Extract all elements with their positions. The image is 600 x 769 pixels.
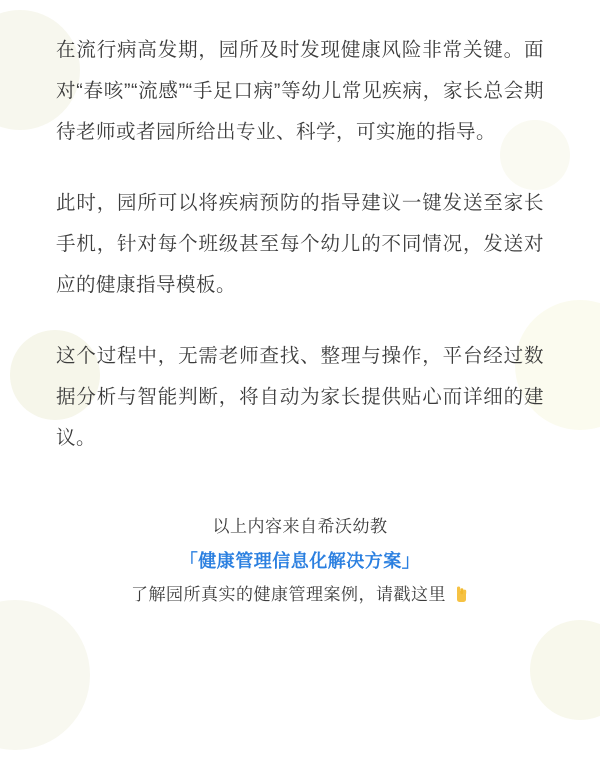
pointing-hand-icon <box>454 585 469 605</box>
article-footer <box>0 511 600 611</box>
paragraph: 在流行病高发期，园所及时发现健康风险非常关键。面对“春咳”“流感”“手足口病”等幼儿常见疾病，家长总会期待老师或者园所给出专业、科学，可实施的指导。 <box>56 39 544 143</box>
decorative-blob <box>0 600 90 750</box>
paragraph: 此时，园所可以将疾病预防的指导建议一键发送至家长手机，针对每个班级甚至每个幼儿的不同情况，发送对应的健康指导模板。 <box>56 192 544 296</box>
decorative-blob <box>530 620 600 720</box>
solution-name-link[interactable]: 「健康管理信息化解决方案」 <box>179 551 421 571</box>
source-line: 以上内容来自希沃幼教 <box>212 517 388 536</box>
cta-line[interactable] <box>131 579 469 611</box>
cta-label: 了解园所真实的健康管理案例，请戳这里 <box>131 585 446 604</box>
paragraph: 这个过程中，无需老师查找、整理与操作，平台经过数据分析与智能判断，将自动为家长提供贴心而详细的建议。 <box>56 345 544 449</box>
